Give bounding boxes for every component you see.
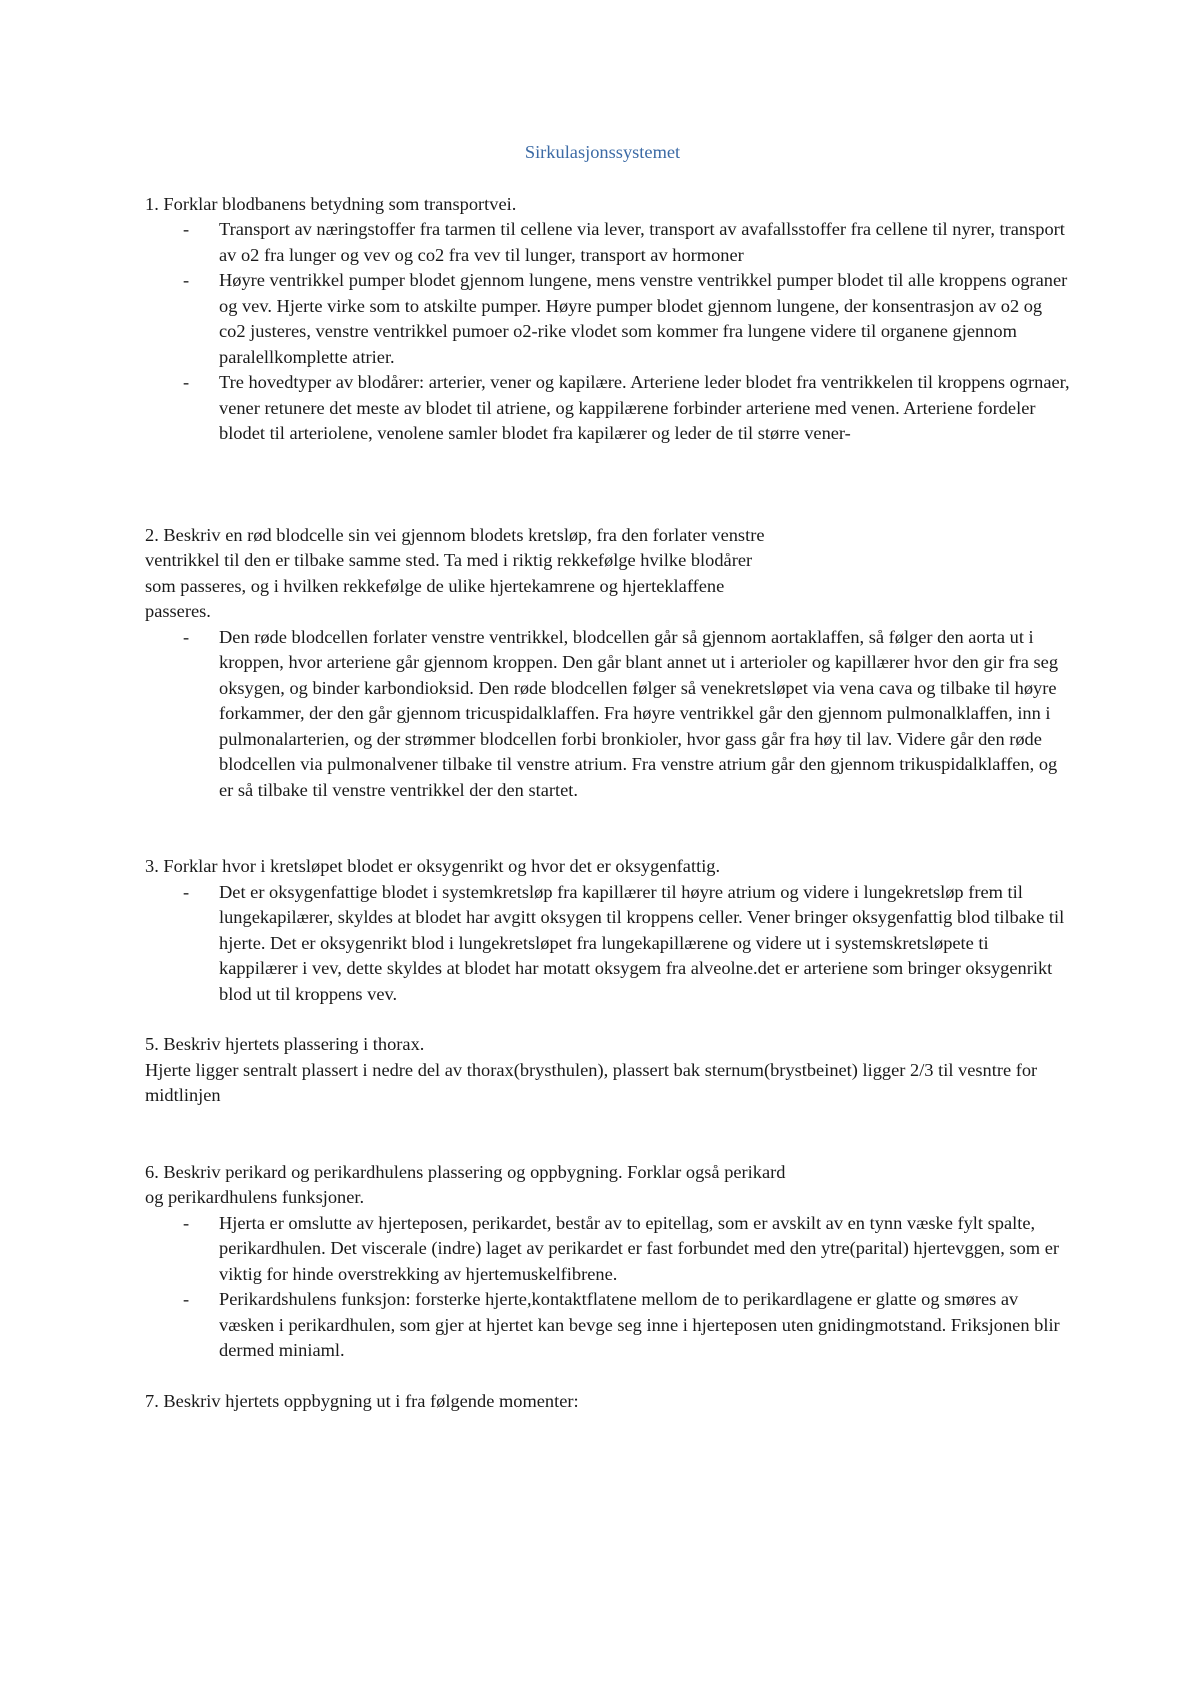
list-item: - Perikardshulens funksjon: forsterke hjerte,kontaktflatene mellom de to perikardlagene er glatte og smøres av væsken i perikardhulen, som gjer at hjertet kan bevge seg inne i hjerteposen uten gnidingmotstand. Friksjonen blir dermed miniaml. [219, 1287, 1070, 1364]
spacer [145, 803, 1070, 854]
section-6 [145, 1160, 1070, 1364]
document-title: Sirkulasjonssystemet [524, 142, 681, 162]
section-1 [145, 192, 1070, 447]
answer-list-2 [145, 625, 1070, 804]
question-1: 1. Forklar blodbanens betydning som transportvei. [145, 193, 517, 214]
section-2 [145, 523, 1070, 804]
spacer [145, 1364, 1070, 1389]
section-5 [145, 1032, 1070, 1109]
list-item: - Tre hovedtyper av blodårer: arterier, vener og kapilære. Arteriene leder blodet fra ventrikkelen til kroppens ogrnaer, vener retunere det meste av blodet til atriene, og kappilærene forbinder arteriene med venen. Arteriene fordeler blodet til arteriolene, venolene samler blodet fra kapilærer og leder de til større vener- [219, 370, 1070, 447]
list-item: - Hjerta er omslutte av hjerteposen, perikardet, består av to epitellag, som er avskilt av en tynn væske fylt spalte, perikardhulen. Det viscerale (indre) laget av perikardet er fast forbundet med den ytre(parital) hjertevggen, som er viktig for hinde overstrekking av hjertemuskelfibrene. [219, 1211, 1070, 1288]
answer-list-3 [145, 880, 1070, 1008]
section-3 [145, 854, 1070, 1007]
question-2: 2. Beskriv en rød blodcelle sin vei gjennom blodets kretsløp, fra den forlater venstre ventrikkel til den er tilbake samme sted. Ta med i riktig rekkefølge hvilke blodårer som passeres, og i hvilken rekkefølge de ulike hjertekamrene og hjerteklaffene passeres. [145, 524, 765, 621]
spacer [145, 1007, 1070, 1032]
question-3: 3. Forklar hvor i kretsløpet blodet er oksygenrikt og hvor det er oksygenfattig. [145, 856, 721, 876]
spacer [145, 447, 1070, 523]
list-item: - Høyre ventrikkel pumper blodet gjennom lungene, mens venstre ventrikkel pumper blodet til alle kroppens ograner og vev. Hjerte virke som to atskilte pumper. Høyre pumper blodet gjennom lungene, der konsentrasjon av o2 og co2 justeres, venstre ventrikkel pumoer o2-rike vlodet som kommer fra lungene videre til organene gjennom paralellkomplette atrier. [219, 268, 1070, 370]
list-item: - Den røde blodcellen forlater venstre ventrikkel, blodcellen går så gjennom aortaklaffen, så følger den aorta ut i kroppen, hvor arteriene går gjennom kroppen. Den går blant annet ut i arterioler og kapillærer hvor den gir fra seg oksygen, og binder karbondioksid. Den røde blodcellen følger så venekretsløpet via vena cava og tilbake til høyre forkammer, der den går gjennom tricuspidalklaffen. Fra høyre ventrikkel går den gjennom pulmonalklaffen, inn i pulmonalarterien, og der strømmer blodcellen forbi bronkioler, hvor gass går fra høy til lav. Videre går den røde blodcellen via pulmonalvener tilbake til venstre atrium. Fra venstre atrium går den gjennom trikuspidalklaffen, og er så tilbake til venstre ventrikkel der den startet. [219, 625, 1070, 804]
list-item: - Det er oksygenfattige blodet i systemkretsløp fra kapillærer til høyre atrium og videre i lungekretsløp frem til lungekapilærer, skyldes at blodet har avgitt oksygen til kroppens celler. Vener bringer oksygenfattig blod tilbake til hjerte. Det er oksygenrikt blod i lungekretsløpet fra lungekapillærene og videre ut i systemskretsløpete ti kappilærer i vev, dette skyldes at blodet har motatt oksygem fra alveolne.det er arteriene som bringer oksygenrikt blod ut til kroppens vev. [219, 880, 1070, 1008]
document-body [145, 140, 1070, 1414]
question-6: 6. Beskriv perikard og perikardhulens plassering og oppbygning. Forklar også perikard og perikardhulens funksjoner. [145, 1161, 786, 1207]
list-item: - Transport av næringstoffer fra tarmen til cellene via lever, transport av avafallsstoffer fra cellene til nyrer, transport av o2 fra lunger og vev og co2 fra vev til lunger, transport av hormoner [219, 217, 1070, 268]
answer-list-1 [145, 217, 1070, 447]
question-5: 5. Beskriv hjertets plassering i thorax. [145, 1034, 425, 1054]
answer-5: Hjerte ligger sentralt plassert i nedre del av thorax(brysthulen), plassert bak sternum(brystbeinet) ligger 2/3 til vesntre for midtlinjen [145, 1059, 1038, 1105]
question-7: 7. Beskriv hjertets oppbygning ut i fra følgende momenter: [145, 1390, 579, 1411]
answer-list-6 [145, 1211, 1070, 1364]
spacer [145, 1109, 1070, 1160]
section-7 [145, 1389, 1070, 1415]
